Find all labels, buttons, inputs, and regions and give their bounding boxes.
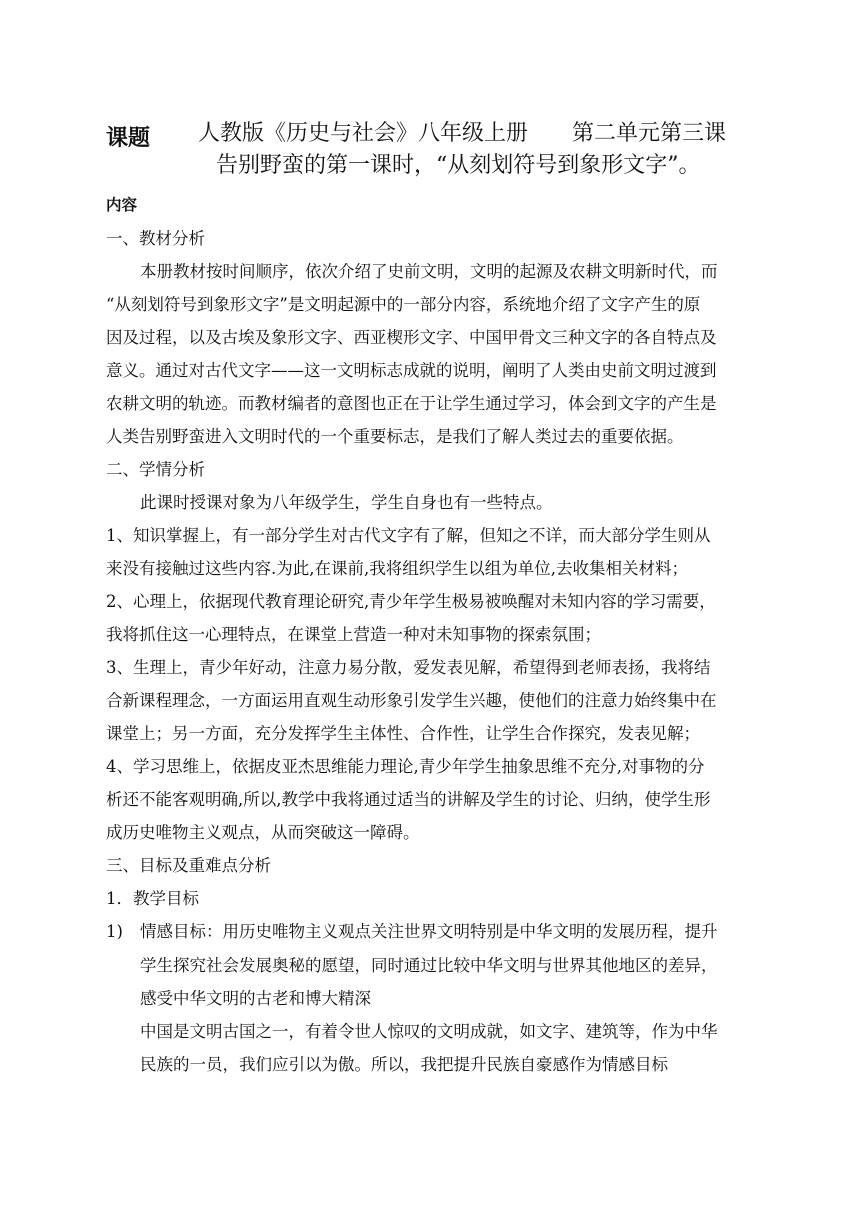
- paragraph-line: 合新课程理念，一方面运用直观生动形象引发学生兴趣，使他们的注意力始终集中在: [106, 691, 717, 710]
- section-heading-textbook-analysis: 一、教材分析: [106, 229, 205, 248]
- paragraph-line: 意义。通过对古代文字——这一文明标志成就的说明，阐明了人类由史前文明过渡到: [106, 361, 717, 380]
- paragraph-line: 农耕文明的轨迹。而教材编者的意图也正在于让学生通过学习，体会到文字的产生是: [106, 394, 717, 413]
- title-label: 课题: [106, 126, 151, 151]
- paragraph-line: 2、心理上，依据现代教育理论研究,青少年学生极易被唤醒对未知内容的学习需要，: [106, 592, 716, 611]
- subheading-teaching-goals: 1．教学目标: [106, 889, 199, 908]
- paragraph-line: 成历史唯物主义观点，从而突破这一障碍。: [106, 823, 420, 842]
- paragraph-line: 学生探究社会发展奥秘的愿望，同时通过比较中华文明与世界其他地区的差异，: [140, 956, 718, 975]
- paragraph-line: 民族的一员，我们应引以为傲。所以，我把提升民族自豪感作为情感目标: [140, 1055, 668, 1074]
- paragraph-line: 3、生理上，青少年好动，注意力易分散，爱发表见解，希望得到老师表扬，我将结: [106, 658, 711, 677]
- paragraph-line: 1、知识掌握上，有一部分学生对古代文字有了解，但知之不详，而大部分学生则从: [106, 526, 711, 545]
- paragraph-line: 我将抓住这一心理特点，在课堂上营造一种对未知事物的探索氛围；: [106, 625, 601, 644]
- list-item-number: 1): [106, 922, 123, 941]
- paragraph-line: 本册教材按时间顺序，依次介绍了史前文明，文明的起源及农耕文明新时代，而: [140, 262, 718, 281]
- paragraph-line: “从刻划符号到象形文字”是文明起源中的一部分内容，系统地介绍了文字产生的原: [106, 295, 701, 314]
- paragraph-line: 感受中华文明的古老和博大精深: [140, 989, 371, 1008]
- paragraph-line: 析还不能客观明确,所以,教学中我将通过适当的讲解及学生的讨论、归纳，使学生形: [106, 790, 711, 809]
- paragraph-line: 课堂上；另一方面，充分发挥学生主体性、合作性，让学生合作探究，发表见解；: [106, 724, 700, 743]
- paragraph-line: 4、学习思维上，依据皮亚杰思维能力理论,青少年学生抽象思维不充分,对事物的分: [106, 757, 705, 776]
- title-line-1: 人教版《历史与社会》八年级上册 第二单元第三课: [198, 121, 727, 146]
- paragraph-line: 中国是文明古国之一，有着令世人惊叹的文明成就，如文字、建筑等，作为中华: [140, 1022, 718, 1041]
- paragraph-line: 情感目标：用历史唯物主义观点关注世界文明特别是中华文明的发展历程，提升: [140, 922, 718, 941]
- content-label: 内容: [106, 196, 138, 214]
- paragraph-line: 人类告别野蛮进入文明时代的一个重要标志，是我们了解人类过去的重要依据。: [106, 427, 684, 446]
- paragraph-line: 因及过程，以及古埃及象形文字、西亚楔形文字、中国甲骨文三种文字的各自特点及: [106, 328, 717, 347]
- section-heading-student-analysis: 二、学情分析: [106, 460, 205, 479]
- title-line-2: 告别野蛮的第一课时，“从刻划符号到象形文字”。: [216, 153, 701, 178]
- section-heading-objectives: 三、目标及重难点分析: [106, 856, 271, 875]
- paragraph-line: 此课时授课对象为八年级学生，学生自身也有一些特点。: [140, 493, 553, 512]
- paragraph-line: 来没有接触过这些内容.为此,在课前,我将组织学生以组为单位,去收集相关材料；: [106, 559, 688, 578]
